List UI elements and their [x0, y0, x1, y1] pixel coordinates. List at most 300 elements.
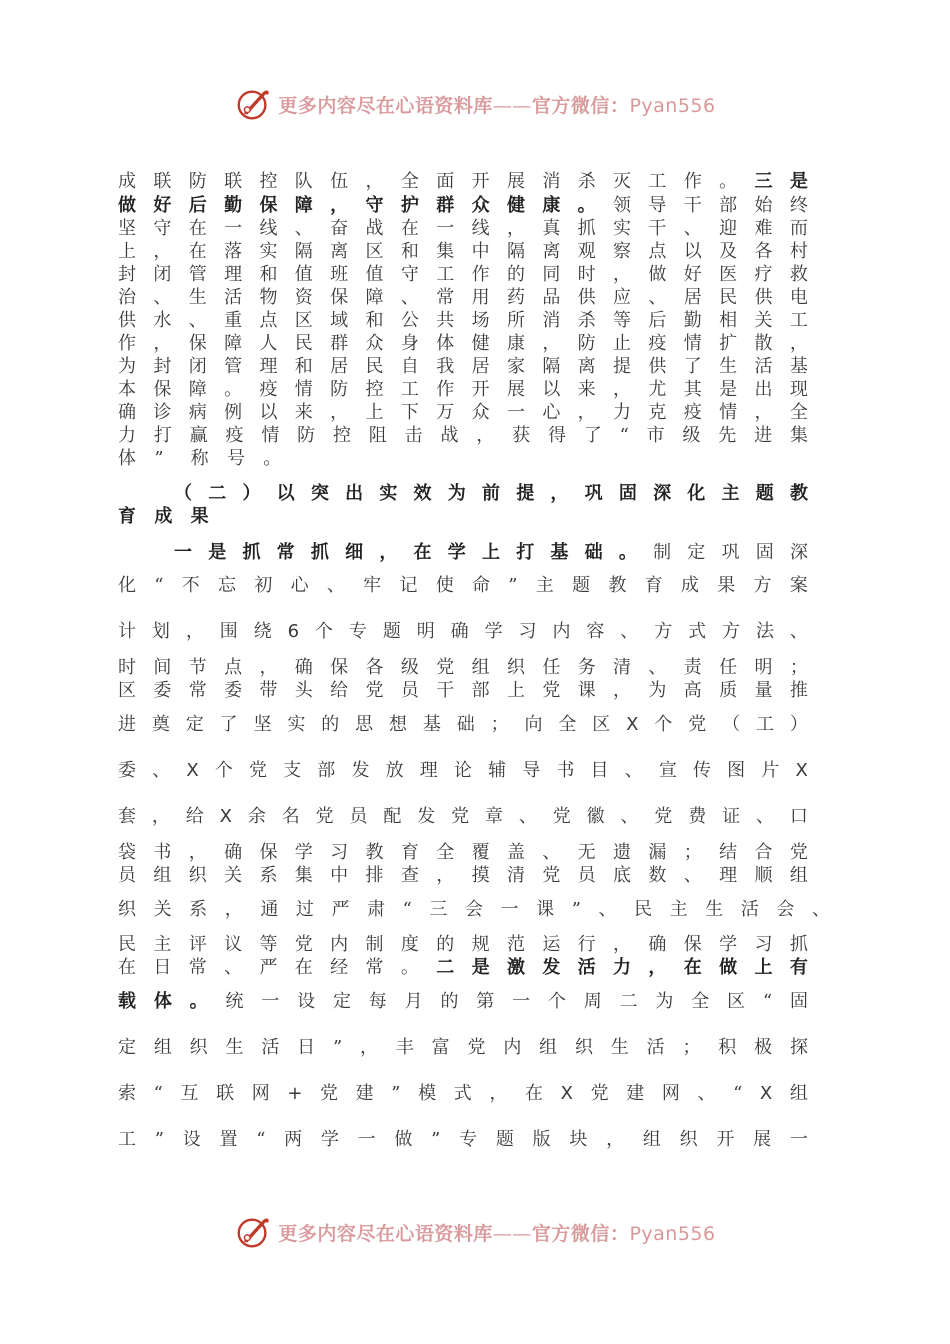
text-char: 明 — [416, 621, 435, 642]
text-char: 好 — [683, 264, 702, 285]
text-char: 域 — [330, 310, 349, 331]
text-char: 工 — [648, 171, 667, 192]
text-char: 。 — [719, 171, 738, 192]
text-char: 全 — [789, 402, 808, 423]
text-char: 巩 — [721, 542, 740, 563]
text-char: 上 — [118, 241, 136, 262]
text-char: 出 — [754, 379, 773, 400]
text-char: 活 — [577, 957, 596, 978]
text-char: 底 — [613, 865, 632, 886]
text-char: 以 — [276, 483, 295, 504]
text-char: 障 — [294, 195, 313, 216]
text-char: 本 — [118, 379, 136, 400]
text-char: 命 — [472, 575, 491, 596]
text-char: 书 — [556, 760, 575, 781]
text-line — [118, 355, 808, 378]
text-char: 、 — [152, 760, 171, 781]
text-char: 抓 — [789, 934, 808, 955]
text-char: 无 — [577, 842, 596, 863]
watermark-text: 更多内容尽在心语资料库——官方微信：Pyan556 — [278, 1222, 716, 1245]
text-char: 理 — [719, 865, 738, 886]
text-char: 获 — [512, 425, 531, 446]
text-char: 务 — [577, 657, 596, 678]
text-char: 展 — [753, 1129, 772, 1150]
text-char: 供 — [754, 287, 773, 308]
text-char: 各 — [365, 657, 384, 678]
text-char: 个 — [654, 714, 673, 735]
text-char: 干 — [683, 195, 702, 216]
text-char: ” — [508, 575, 518, 596]
text-char: 划 — [151, 621, 170, 642]
text-char: 居 — [683, 287, 702, 308]
text-char: 资 — [294, 287, 313, 308]
text-char: 效 — [413, 483, 432, 504]
text-char: 打 — [153, 425, 172, 446]
text-char: 部 — [471, 680, 490, 701]
text-char: 、 — [518, 806, 537, 827]
text-char: 保 — [683, 934, 702, 955]
text-char: 和 — [365, 310, 384, 331]
text-char: 等 — [613, 310, 632, 331]
text-char: 是 — [789, 171, 808, 192]
text-line — [118, 679, 808, 702]
text-char: 深 — [653, 483, 672, 504]
text-char: 盖 — [506, 842, 525, 863]
text-char: 止 — [613, 333, 632, 354]
text-char: 作 — [436, 379, 455, 400]
text-char: 值 — [294, 264, 313, 285]
text-char: 前 — [481, 483, 500, 504]
text-char: 党 — [552, 806, 571, 827]
text-char: 学 — [484, 621, 503, 642]
text-char: 、 — [648, 657, 667, 678]
text-char: 病 — [188, 402, 207, 423]
text-char: 牢 — [363, 575, 382, 596]
text-char: ， — [648, 957, 667, 978]
text-char: 放 — [385, 760, 404, 781]
text-char: 绕 — [253, 621, 272, 642]
text-char: 区 — [365, 241, 384, 262]
text-char: 工 — [436, 264, 455, 285]
text-char: 载 — [118, 991, 136, 1012]
text-char: 迎 — [719, 218, 738, 239]
text-char: 疫 — [259, 379, 278, 400]
text-char: 确 — [224, 842, 243, 863]
text-char: 确 — [648, 934, 667, 955]
text-char: 顺 — [754, 865, 773, 886]
text-char: 线 — [259, 218, 278, 239]
text-char: 点 — [259, 310, 278, 331]
text-char: 活 — [754, 356, 773, 377]
text-char: 议 — [224, 934, 243, 955]
text-char: 后 — [648, 310, 667, 331]
text-char: 同 — [542, 264, 561, 285]
text-char: 部 — [317, 760, 336, 781]
text-char: 守 — [365, 195, 384, 216]
text-char: 节 — [188, 657, 207, 678]
text-char: 遗 — [613, 842, 632, 863]
text-char: 开 — [716, 1129, 735, 1150]
text-char: 法 — [755, 621, 774, 642]
text-char: ， — [476, 425, 495, 446]
text-char: 是 — [719, 379, 738, 400]
text-char: 班 — [330, 264, 349, 285]
text-char: 果 — [717, 575, 736, 596]
text-char: 应 — [613, 287, 632, 308]
text-char: 初 — [254, 575, 273, 596]
text-char: 相 — [719, 310, 738, 331]
text-char: 体 — [153, 991, 172, 1012]
text-char: 党 — [789, 842, 808, 863]
text-char: 在 — [294, 957, 313, 978]
text-char: 水 — [153, 310, 172, 331]
text-char: 障 — [188, 379, 207, 400]
text-char: 织 — [118, 899, 136, 920]
text-char: 发 — [542, 957, 561, 978]
text-char: ， — [550, 483, 569, 504]
text-char: 教 — [608, 575, 627, 596]
text-char: 管 — [188, 264, 207, 285]
text-char: 有 — [789, 957, 808, 978]
text-char: 众 — [365, 333, 384, 354]
text-char: 工 — [789, 310, 808, 331]
quill-seal-icon — [234, 85, 272, 123]
text-char: 化 — [118, 575, 136, 596]
text-char: 守 — [400, 264, 419, 285]
text-char: 育 — [118, 506, 136, 527]
text-char: 干 — [648, 218, 667, 239]
text-char: 高 — [683, 680, 702, 701]
text-char: 落 — [224, 241, 243, 262]
text-char: 全 — [436, 842, 455, 863]
text-char: 在 — [400, 218, 419, 239]
text-char: 时 — [118, 657, 136, 678]
text-char: 清 — [613, 657, 632, 678]
text-char: 理 — [224, 264, 243, 285]
text-char: “ — [154, 575, 164, 596]
text-char: 力 — [118, 425, 136, 446]
text-char: 做 — [648, 264, 667, 285]
text-char: 徽 — [586, 806, 605, 827]
text-char: 各 — [754, 241, 773, 262]
text-char: 保 — [330, 287, 349, 308]
text-char: 为 — [447, 483, 466, 504]
text-char: 。 — [189, 991, 208, 1012]
text-char: 理 — [259, 356, 278, 377]
text-char: 一 — [224, 218, 243, 239]
text-char: 富 — [431, 1037, 450, 1058]
text-char: 后 — [188, 195, 207, 216]
text-char: ， — [754, 402, 773, 423]
text-char: 防 — [577, 333, 596, 354]
text-char: 体 — [118, 448, 136, 469]
text-char: 党 — [365, 680, 384, 701]
text-line — [118, 1036, 808, 1059]
text-char: 障 — [224, 333, 243, 354]
text-char: 图 — [727, 760, 746, 781]
text-char: 党 — [688, 714, 707, 735]
text-char: 保 — [153, 379, 172, 400]
text-char: 级 — [682, 425, 701, 446]
text-char: 、 — [811, 899, 830, 920]
text-char: 激 — [506, 957, 525, 978]
text-char: 管 — [224, 356, 243, 377]
text-char: 实 — [259, 241, 278, 262]
text-char: 称 — [190, 448, 209, 469]
text-char: ） — [789, 714, 808, 735]
text-char: 上 — [481, 542, 500, 563]
text-char: 守 — [153, 218, 172, 239]
text-line — [118, 263, 808, 286]
text-char: 学 — [447, 542, 466, 563]
text-char: 制 — [653, 542, 672, 563]
text-char: ； — [789, 657, 808, 678]
text-char: ， — [151, 806, 170, 827]
text-char: 个 — [547, 991, 566, 1012]
text-char: ” — [571, 899, 581, 920]
text-char: 任 — [719, 657, 738, 678]
text-char: 疫 — [648, 333, 667, 354]
text-char: 中 — [330, 865, 349, 886]
text-char: 、 — [683, 218, 702, 239]
text-char: 等 — [259, 934, 278, 955]
text-char: 课 — [536, 899, 555, 920]
text-char: 。 — [577, 195, 596, 216]
text-char: 细 — [345, 542, 364, 563]
text-char: 勤 — [224, 195, 243, 216]
text-char: 习 — [754, 934, 773, 955]
text-char: 委 — [224, 680, 243, 701]
text-char: ， — [224, 899, 243, 920]
text-line — [118, 309, 808, 332]
text-char: 疗 — [754, 264, 773, 285]
text-char: 每 — [368, 991, 387, 1012]
text-char: 育 — [400, 842, 419, 863]
text-char: 目 — [590, 760, 609, 781]
text-char: 带 — [259, 680, 278, 701]
text-char: 体 — [436, 333, 455, 354]
text-char: 展 — [506, 171, 525, 192]
text-char: 尤 — [648, 379, 667, 400]
text-char: 开 — [471, 171, 490, 192]
text-char: 严 — [331, 899, 350, 920]
text-char: 覆 — [471, 842, 490, 863]
watermark-banner-top — [0, 82, 950, 126]
text-char: 专 — [348, 621, 367, 642]
text-char: 肃 — [367, 899, 386, 920]
text-char: 排 — [365, 865, 384, 886]
text-char: 方 — [654, 621, 673, 642]
text-line — [118, 620, 808, 643]
text-char: ， — [330, 402, 349, 423]
text-char: 隔 — [542, 356, 561, 377]
text-char: 础 — [456, 714, 475, 735]
text-char: （ — [722, 714, 741, 735]
text-line — [118, 332, 808, 355]
text-char: 线 — [471, 218, 490, 239]
text-char: 党 — [654, 806, 673, 827]
text-char: 抓 — [310, 542, 329, 563]
text-char: 员 — [118, 865, 136, 886]
text-char: 情 — [683, 333, 702, 354]
text-char: 实 — [287, 714, 306, 735]
text-char: 健 — [506, 195, 525, 216]
text-char: 了 — [583, 425, 602, 446]
text-char: 行 — [577, 934, 596, 955]
text-char: 物 — [259, 287, 278, 308]
text-char: 、 — [400, 287, 419, 308]
text-char: 织 — [574, 1037, 593, 1058]
text-char: 党 — [542, 865, 561, 886]
text-char: 关 — [153, 899, 172, 920]
text-char: 防 — [297, 425, 316, 446]
text-char: 奋 — [330, 218, 349, 239]
text-char: 现 — [789, 379, 808, 400]
text-char: 确 — [294, 657, 313, 678]
text-char: 证 — [722, 806, 741, 827]
text-char: 、 — [153, 287, 172, 308]
text-char: 固 — [789, 991, 808, 1012]
text-char: 是 — [208, 542, 227, 563]
text-char: ， — [153, 333, 172, 354]
text-char: 版 — [532, 1129, 551, 1150]
text-char: 值 — [365, 264, 384, 285]
text-char: 成 — [154, 506, 173, 527]
text-char: 块 — [569, 1129, 588, 1150]
text-char: 习 — [330, 842, 349, 863]
text-char: 会 — [464, 899, 483, 920]
text-char: 式 — [453, 1083, 472, 1104]
text-char: 题 — [382, 621, 401, 642]
text-char: 明 — [754, 657, 773, 678]
text-char: 以 — [683, 241, 702, 262]
text-char: 供 — [577, 287, 596, 308]
text-char: 党 — [436, 657, 455, 678]
quill-seal-icon — [234, 1213, 272, 1251]
text-char: 身 — [400, 333, 419, 354]
text-char: 教 — [365, 842, 384, 863]
text-char: 集 — [436, 241, 455, 262]
text-line — [174, 482, 808, 505]
text-line — [118, 956, 808, 979]
text-char: ， — [185, 621, 204, 642]
text-char: 隔 — [506, 241, 525, 262]
text-char: 点 — [224, 657, 243, 678]
text-char: 思 — [355, 714, 374, 735]
text-char: 诊 — [153, 402, 172, 423]
text-char: 统 — [225, 991, 244, 1012]
text-char: 织 — [188, 865, 207, 886]
text-char: 自 — [400, 356, 419, 377]
text-char: 作 — [471, 264, 490, 285]
text-char: 防 — [188, 171, 207, 192]
text-char: 巩 — [584, 483, 603, 504]
text-char: 党 — [451, 806, 470, 827]
text-char: 月 — [404, 991, 423, 1012]
text-char: 成 — [118, 171, 136, 192]
text-char: 工 — [118, 1129, 136, 1150]
text-char: 二 — [436, 957, 455, 978]
text-char: ” — [391, 1083, 401, 1104]
text-char: 一 — [174, 542, 192, 563]
text-char: 深 — [789, 542, 808, 563]
text-char: 支 — [283, 760, 302, 781]
text-char: 模 — [418, 1083, 437, 1104]
text-char: 全 — [558, 714, 577, 735]
text-line — [118, 240, 808, 263]
text-char: 果 — [190, 506, 209, 527]
text-char: 导 — [522, 760, 541, 781]
text-line — [118, 841, 808, 864]
text-char: 、 — [294, 218, 313, 239]
text-char: 。 — [618, 542, 637, 563]
text-char: 难 — [754, 218, 773, 239]
text-char: 保 — [259, 842, 278, 863]
text-char: 区 — [118, 680, 136, 701]
text-char: 察 — [613, 241, 632, 262]
text-char: 传 — [693, 760, 711, 781]
text-char: 题 — [495, 1129, 514, 1150]
text-char: 宣 — [658, 760, 677, 781]
text-char: 口 — [789, 806, 808, 827]
text-char: 组 — [153, 1037, 172, 1058]
text-char: 上 — [365, 402, 384, 423]
text-char: 向 — [524, 714, 543, 735]
text-char: 委 — [118, 760, 136, 781]
text-char: 漏 — [648, 842, 667, 863]
text-char: 、 — [326, 575, 345, 596]
text-char: 使 — [435, 575, 454, 596]
text-char: 理 — [419, 760, 438, 781]
text-char: ， — [259, 657, 278, 678]
text-char: 评 — [188, 934, 207, 955]
text-char: ， — [436, 865, 455, 886]
text-char: 所 — [506, 310, 525, 331]
text-char: 织 — [189, 1037, 208, 1058]
text-char: 容 — [586, 621, 605, 642]
text-char: 袋 — [118, 842, 136, 863]
text-char: “ — [153, 1083, 163, 1104]
text-char: 的 — [440, 991, 459, 1012]
text-char: 先 — [718, 425, 737, 446]
text-char: 居 — [471, 356, 490, 377]
text-char: 以 — [542, 379, 561, 400]
text-char: 、 — [755, 806, 774, 827]
text-char: 作 — [683, 171, 702, 192]
text-char: 极 — [754, 1037, 773, 1058]
text-char: ， — [360, 1037, 378, 1058]
text-char: 党 — [590, 1083, 609, 1104]
text-char: 区 — [727, 991, 746, 1012]
text-char: 展 — [506, 379, 525, 400]
text-char: 忘 — [218, 575, 237, 596]
text-char: 护 — [400, 195, 419, 216]
text-char: 6 — [287, 621, 300, 642]
text-char: ， — [613, 264, 632, 285]
text-char: 、 — [648, 287, 667, 308]
text-char: 二 — [619, 991, 638, 1012]
text-char: 日 — [153, 957, 172, 978]
text-char: 党 — [248, 760, 267, 781]
text-char: 作 — [118, 333, 136, 354]
text-char: 保 — [188, 333, 207, 354]
text-char: 疫 — [225, 425, 244, 446]
text-char: 组 — [789, 1083, 808, 1104]
text-char: 区 — [592, 714, 611, 735]
text-char: 网 — [661, 1083, 680, 1104]
watermark-text: 更多内容尽在心语资料库——官方微信：Pyan556 — [278, 94, 716, 117]
text-char: 党 — [320, 1083, 339, 1104]
